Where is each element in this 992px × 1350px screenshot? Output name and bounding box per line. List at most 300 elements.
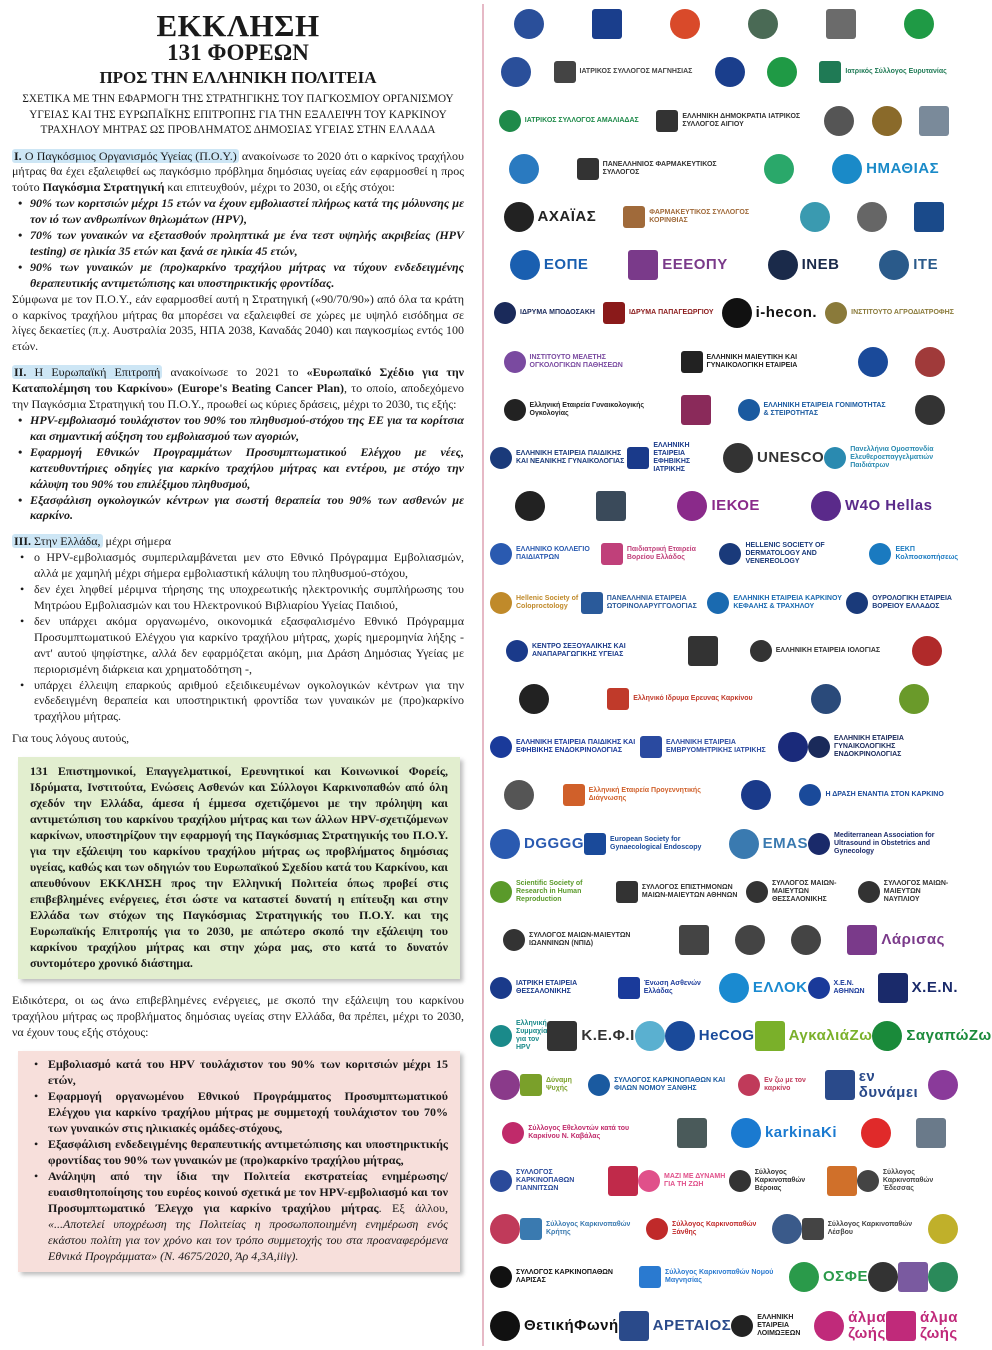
logo-row <box>490 482 958 530</box>
logo-emblem-icon <box>616 881 638 903</box>
logo-emblem-icon <box>719 543 741 565</box>
logo-emblem-icon <box>581 592 603 614</box>
appeal-text-column <box>0 0 478 1272</box>
organization-logo <box>596 491 626 521</box>
logo-text: άλμα ζωής <box>920 1308 958 1342</box>
section-who-closing: Σύμφωνα με τον Π.Ο.Υ., εάν εφαρμοσθεί αυτή η Στρατηγική («90/70/90») από όλα τα κράτη ο καρκίνος τραχήλου μήτρας θα μπορέσει να εξαλειφθεί σε χώρες με υψηλό εισόδημα σε λίγες δεκαετίες (π.χ. Αυστραλία 2035, ΗΠΑ 2038, Καναδάς 2040) και παγκοσμίως εντός 100 ετών. <box>12 291 464 354</box>
list-item: • δεν υπάρχει ακόμα οργανωμένο, οικονομικά εξασφαλισμένο Εθνικό Πρόγραμμα Προσυμπτωματικού Ελέγχου για καρκίνο τραχήλου μήτρας, χωρίς ημερομηνία λήξης - αντ' αυτού ψηφίστηκε, αλλά δεν εφαρμόζεται ακόμη, μια Δράση Δημόσιας Υγείας με περιορισμένη διάρκεια και χρηματοδότηση -, <box>12 614 464 678</box>
logo-row <box>490 1205 958 1253</box>
logo-emblem-icon <box>789 1262 819 1292</box>
logo-row <box>490 386 958 434</box>
section-lead: Ο Παγκόσμιος Οργανισμός Υγείας (Π.Ο.Υ.) <box>24 148 237 163</box>
list-item: • Εξασφάλιση ενδεδειγμένης θεραπευτικής αντιμετώπισης και υποστηρικτικής φροντίδας του 90% των γυναικών με (προ)καρκίνο τραχήλου μήτρας, <box>26 1136 448 1168</box>
logo-emblem-icon <box>832 154 862 184</box>
logo-text: ΑΡΕΤΑΙΟΣ <box>652 1316 732 1334</box>
logo-text: εν δυνάμει <box>858 1067 919 1101</box>
section-eu-intro <box>12 365 464 413</box>
logo-emblem-icon <box>846 592 868 614</box>
organization-logo <box>731 1314 814 1338</box>
logo-emblem-icon <box>677 1118 707 1148</box>
organization-logo <box>719 973 808 1003</box>
organization-logo <box>520 1218 646 1240</box>
organization-logo <box>825 1069 928 1101</box>
organization-logo <box>824 446 958 470</box>
logo-row <box>490 819 958 867</box>
logo-text: ΦΑΡΜΑΚΕΥΤΙΚΟΣ ΣΥΛΛΟΓΟΣ ΚΟΡΙΝΘΙΑΣ <box>649 208 750 224</box>
organization-logo <box>638 1170 729 1192</box>
logo-emblem-icon <box>886 1311 916 1341</box>
logo-text: ΕΕΕΟΠΥ <box>662 256 728 274</box>
logo-emblem-icon <box>772 1214 802 1244</box>
organization-logo <box>627 442 723 474</box>
logo-text: ΙΔΡΥΜΑ ΜΠΟΔΟΣΑΚΗ <box>520 309 595 317</box>
logo-text: Hellenic Society of Coloproctology <box>516 594 579 610</box>
logo-emblem-icon <box>899 684 929 714</box>
title-to-greek-state: ΠΡΟΣ ΤΗΝ ΕΛΛΗΝΙΚΗ ΠΟΛΙΤΕΙΑ <box>99 68 377 87</box>
logo-emblem-icon <box>554 61 576 83</box>
logo-emblem-icon <box>791 925 821 955</box>
organization-logo <box>748 9 778 39</box>
organization-logo <box>915 347 945 377</box>
organization-logo <box>778 732 808 762</box>
logo-text: ΕΛΛΗΝΙΚΗ ΕΤΑΙΡΕΙΑ ΙΟΛΟΓΙΑΣ <box>775 646 881 654</box>
organization-logo <box>519 684 549 714</box>
list-item: • HPV-εμβολιασμό τουλάχιστον του 90% του πληθυσμού-στόχου της ΕΕ για τα κορίτσια και σημαντική αύξηση του εμβολιασμού των αγοριών, <box>12 413 464 445</box>
organization-logo <box>904 9 934 39</box>
logo-text: ΑΧΑΪΑΣ <box>537 207 597 225</box>
logo-text: ΣΥΛΛΟΓΟΣ ΜΑΙΩΝ-ΜΑΙΕΥΤΩΝ ΘΕΣΣΑΛΟΝΙΚΗΣ <box>771 879 837 903</box>
organization-logo <box>577 158 727 180</box>
organization-logo <box>832 154 939 184</box>
logo-emblem-icon <box>916 1118 946 1148</box>
logo-text: Κ.Ε.Φ.Ι <box>581 1027 635 1045</box>
organization-logo <box>872 1021 991 1051</box>
logo-emblem-icon <box>515 491 545 521</box>
organization-logo <box>494 302 595 324</box>
organization-logo <box>919 106 949 136</box>
logo-text: Ελληνικό Ιδρυμα Ερευνας Καρκίνου <box>633 694 753 702</box>
logo-text: HeCOG <box>698 1027 755 1045</box>
logo-text: ΕΛΛΗΝΙΚΗ ΕΤΑΙΡΕΙΑ ΓΟΝΙΜΟΤΗΤΑΣ & ΣΤΕΙΡΟΤΗΤΑΣ <box>763 401 886 417</box>
logo-emblem-icon <box>490 736 512 758</box>
logo-text: Δύναμη Ψυχής <box>546 1076 572 1092</box>
section-who-intro <box>12 149 464 197</box>
logo-emblem-icon <box>872 1021 902 1051</box>
organization-logo <box>735 925 765 955</box>
logo-text: ΚΕΝΤΡΟ ΣΕΞΟΥΑΛΙΚΗΣ ΚΑΙ ΑΝΑΠΑΡΑΓΩΓΙΚΗΣ ΥΓΕΙΑΣ <box>531 642 626 658</box>
organization-logo <box>490 1266 639 1288</box>
section-text: μέχρι σήμερα <box>102 534 172 549</box>
logo-text: Λάρισας <box>881 930 945 948</box>
logo-row <box>490 964 958 1012</box>
list-item <box>26 1168 448 1264</box>
logo-emblem-icon <box>731 1315 753 1337</box>
logo-row <box>490 916 958 964</box>
logo-row <box>490 1253 958 1301</box>
logo-emblem-icon <box>919 106 949 136</box>
organization-logo <box>914 202 944 232</box>
appeal-box-text: 131 Επιστημονικοί, Επαγγελματικοί, Ερευνητικοί και Κοινωνικοί Φορείς, Ιδρύματα, Ινστιτούτα, Ενώσεις Ασθενών και Σύλλογοι Καρκινοπαθών από όλη σχεδόν την Ελλάδα, άμεσα ή έμμεσα σχετιζόμενοι με την πρόληψη και αντιμετώπιση του καρκίνου τραχήλου μήτρας και των άλλων HPV-σχετιζόμενων καρκίνων, υποστηρίζουν την εφαρμογή της Παγκόσμιας Στρατηγικής του Π.Ο.Υ. για την εξάλειψη του καρκίνου τραχήλου μήτρας ως προβλήματος δημόσιας υγείας, καθώς και των οδηγιών του Ευρωπαϊκού Σχεδίου κατά του Καρκίνου, και απευθύνουν ΕΚΚΛΗΣΗ προς την Ελληνική Πολιτεία όπως προβεί στις επιβεβλημένες ενέργειες, έτσι ώστε να καταστεί δυνατή η επίτευξη και στην Ελλάδα των στόχων της Παγκόσμιας Στρατηγικής του Π.Ο.Υ. και της Ευρωπαϊκής Επιτροπής για το 2030, με απώτερο σκοπό την εξάλειψη του καρκίνου τραχήλου μήτρας και στην χώρα μας, στο κατά το δυνατόν συντομότερο χρονικό διάστημα. <box>30 764 448 971</box>
logo-emblem-icon <box>494 302 516 324</box>
logo-emblem-icon <box>898 1262 928 1292</box>
logo-text: ΣΥΛΛΟΓΟΣ ΜΑΙΩΝ-ΜΑΙΕΥΤΩΝ ΝΑΥΠΛΙΟΥ <box>883 879 949 903</box>
organization-logo <box>878 973 958 1003</box>
section-eu-heading <box>12 365 162 379</box>
logo-emblem-icon <box>623 206 645 228</box>
logo-emblem-icon <box>638 1170 660 1192</box>
logo-emblem-icon <box>825 302 847 324</box>
section-number: II. <box>14 365 27 380</box>
logo-text: ΙΤΕ <box>913 256 939 274</box>
subtitle: ΣΧΕΤΙΚΑ ΜΕ ΤΗΝ ΕΦΑΡΜΟΓΗ ΤΗΣ ΣΤΡΑΤΗΓΙΚΗΣ ΤΟΥ ΠΑΓΚΟΣΜΙΟΥ ΟΡΓΑΝΙΣΜΟΥ ΥΓΕΙΑΣ ΚΑΙ ΤΗΣ ΕΥΡΩΠΑΪΚΗΣ ΕΠΙΤΡΟΠΗΣ ΓΙΑ ΤΗΝ ΕΞΑΛΕΙΨΗ ΤΟΥ ΚΑΡΚΙΝΟΥ ΤΡΑΧΗΛΟΥ ΜΗΤΡΑΣ ΩΣ ΠΡΟΒΛΗΜΑΤΟΣ ΔΗΜΟΣΙΑΣ ΥΓΕΙΑΣ ΣΤΗΝ ΕΛΛΑΔΑ <box>22 93 454 136</box>
organization-logo <box>868 1262 898 1292</box>
logo-text: ΣΥΛΛΟΓΟΣ ΜΑΙΩΝ-ΜΑΙΕΥΤΩΝ ΙΩΑΝΝΙΝΩΝ (ΝΠΙΔ) <box>529 931 631 947</box>
organization-logo <box>490 880 616 904</box>
organization-logo <box>503 929 653 951</box>
organization-logo <box>490 447 627 469</box>
logo-text: ΟΥΡΟΛΟΓΙΚΗ ΕΤΑΙΡΕΙΑ ΒΟΡΕΙΟΥ ΕΛΛΑΔΟΣ <box>872 594 952 610</box>
logo-text: ΕΕΚΠ Κολπoσκοπήσεως <box>895 546 959 562</box>
organization-logo <box>857 202 887 232</box>
section-text: και επιτευχθούν, μέχρι το 2030, οι εξής στόχοι: <box>164 180 395 195</box>
organization-logo <box>490 1020 547 1052</box>
logo-emblem-icon <box>729 829 759 859</box>
logo-text: ΣΥΛΛΟΓΟΣ ΚΑΡΚΙΝΟΠΑΘΩΝ ΚΑΙ ΦΙΛΩΝ ΝΟΜΟΥ ΞΑΝΘΗΣ <box>614 1076 726 1092</box>
organization-logo <box>592 9 622 39</box>
logo-row <box>490 241 958 289</box>
logo-text: ΙΝΣΤΙΤΟΥΤΟ ΜΕΛΕΤΗΣ ΟΓΚΟΛΟΓΙΚΩΝ ΠΑΘΗΣΕΩΝ <box>529 353 623 369</box>
logo-emblem-icon <box>490 1266 512 1288</box>
logo-emblem-icon <box>490 1070 520 1100</box>
logo-emblem-icon <box>596 491 626 521</box>
organization-logo <box>490 829 584 859</box>
logo-emblem-icon <box>746 881 768 903</box>
goal-text: . Εξ άλλου, <box>378 1200 448 1215</box>
logo-emblem-icon <box>584 833 606 855</box>
organization-logo <box>729 829 808 859</box>
organization-logo <box>869 543 958 565</box>
logo-text: ΕΛΛΗΝΙΚΗ ΕΤΑΙΡΕΙΑ ΠΑΙΔΙΚΗΣ ΚΑΙ ΕΦΗΒΙΚΗΣ ΕΝΔΟΚΡΙΝΟΛΟΓΙΑΣ <box>516 739 636 755</box>
organization-logo <box>677 491 760 521</box>
logo-emblem-icon <box>723 443 753 473</box>
logo-emblem-icon <box>879 250 909 280</box>
logo-emblem-icon <box>547 1021 577 1051</box>
logo-text: UNESCO <box>757 448 825 466</box>
logo-emblem-icon <box>861 1118 891 1148</box>
list-item: • 70% των γυναικών να εξετασθούν προληπτικά με ένα τεστ υψηλής ακριβείας (HPV testing) σε ηλικία 35 ετών και ξανά σε ηλικία 45 ετών, <box>12 228 464 260</box>
logo-emblem-icon <box>670 9 700 39</box>
organization-logo <box>750 640 880 662</box>
logo-emblem-icon <box>577 158 599 180</box>
logo-text: Εν ζω με τον καρκίνο <box>764 1076 806 1092</box>
logo-emblem-icon <box>490 592 512 614</box>
section-text: , το οποίο, αποδεχόμενο την Παγκόσμια Στρατηγική του Π.Ο.Υ., προωθεί ως κύριες δράσεις, μέχρι το 2030, τις εξής: <box>12 381 465 412</box>
logo-text: ΟΣΦΕ <box>823 1268 868 1286</box>
logo-emblem-icon <box>928 1214 958 1244</box>
organization-logo <box>916 1118 946 1148</box>
logo-text: Σύλλογος Καρκινοπαθών Λέσβου <box>827 1221 913 1237</box>
logo-emblem-icon <box>628 250 658 280</box>
organization-logo <box>799 784 943 806</box>
logo-text: Mediterranean Association for Ultrasound in Obstetrics and Gynecology <box>834 831 935 855</box>
organization-logo <box>554 61 693 83</box>
organization-logo <box>928 1262 958 1292</box>
organization-logo <box>707 592 846 614</box>
organization-logo <box>764 154 794 184</box>
logo-emblem-icon <box>506 640 528 662</box>
organization-logo <box>623 206 773 228</box>
logo-emblem-icon <box>677 491 707 521</box>
organization-logo <box>731 1118 837 1148</box>
logo-emblem-icon <box>490 1214 520 1244</box>
logo-text: ΕΛΛΗΝΙΚΗ ΕΤΑΙΡΕΙΑ ΕΦΗΒΙΚΗΣ ΙΑΤΡΙΚΗΣ <box>653 441 691 473</box>
logo-emblem-icon <box>767 57 797 87</box>
logo-text: ΘετικήΦωνή <box>524 1316 619 1334</box>
organization-logo <box>811 491 933 521</box>
logo-emblem-icon <box>722 298 752 328</box>
logo-emblem-icon <box>750 640 772 662</box>
organization-logo <box>679 925 709 955</box>
logo-emblem-icon <box>601 543 623 565</box>
logo-emblem-icon <box>912 636 942 666</box>
logo-emblem-icon <box>878 973 908 1003</box>
logo-emblem-icon <box>681 351 703 373</box>
logo-row <box>490 0 958 48</box>
organization-logo <box>879 250 938 280</box>
list-item: • υπάρχει έλλειψη επαρκούς αριθμού εξειδικευμένων ογκολογικών κέντρων για την ενδεδειγμένη θεραπεία και υποστηρικτική φροντίδα των γυναικών με (προ)καρκίνο τραχήλου μήτρας. <box>12 678 464 726</box>
logo-emblem-icon <box>504 399 526 421</box>
logo-text: DGGGG <box>524 834 585 852</box>
logo-text: EMAS <box>762 834 808 852</box>
organization-logo <box>515 491 545 521</box>
logo-text: Χ.Ε.Ν. ΑΘΗΝΩΝ <box>833 980 865 996</box>
section-lead: Η Ευρωπαϊκή Επιτροπή <box>34 365 161 380</box>
logo-emblem-icon <box>490 1311 520 1341</box>
organization-logo <box>814 1310 886 1342</box>
list-item: • 90% των κοριτσιών μέχρι 15 ετών να έχουν εμβολιαστεί πλήρως κατά της μόλυνσης με τον ιό των ανθρωπίνων θηλωμάτων (HPV), <box>12 196 464 228</box>
logo-emblem-icon <box>808 736 830 758</box>
list-item: • Εμβολιασμό κατά του HPV τουλάχιστον του 90% των κοριτσιών μέχρι 15 ετών, <box>26 1056 448 1088</box>
logo-emblem-icon <box>738 399 760 421</box>
logo-text: HELLENIC SOCIETY OF DERMATOLOGY AND VENEREOLOGY <box>745 542 825 566</box>
logo-emblem-icon <box>588 1074 610 1096</box>
logo-emblem-icon <box>627 447 649 469</box>
organization-logo <box>504 351 654 373</box>
logo-emblem-icon <box>607 688 629 710</box>
logo-emblem-icon <box>764 154 794 184</box>
organization-logo <box>928 1214 958 1244</box>
logo-text: Σύλλογος Εθελοντών κατά του Καρκίνου Ν. Καβάλας <box>528 1124 630 1140</box>
organization-logo <box>646 1218 772 1240</box>
logo-emblem-icon <box>656 110 678 132</box>
logo-text: ΣαγαπώΖω <box>906 1027 992 1045</box>
logo-emblem-icon <box>681 395 711 425</box>
section-text: ανακοίνωσε το 2021 το <box>162 365 307 380</box>
logo-emblem-icon <box>519 684 549 714</box>
logo-emblem-icon <box>869 543 891 565</box>
logo-emblem-icon <box>592 9 622 39</box>
logo-row <box>490 48 958 96</box>
goals-list <box>26 1056 448 1264</box>
organization-logo <box>723 443 824 473</box>
organization-logo <box>490 736 640 758</box>
who-goals-list <box>12 196 464 291</box>
logo-emblem-icon <box>503 929 525 951</box>
title-131-bodies: 131 ΦΟΡΕΩΝ <box>167 40 309 65</box>
logo-emblem-icon <box>868 1262 898 1292</box>
logo-emblem-icon <box>504 780 534 810</box>
logo-text: Ιατρικός Σύλλογος Ευρυτανίας <box>845 68 947 76</box>
logo-text: ΕΛΛΗΝΙΚΗ ΕΤΑΙΡΕΙΑ ΓΥΝΑΙΚΟΛΟΓΙΚΗΣ ΕΝΔΟΚΡΙΝΟΛΟΓΙΑΣ <box>834 735 904 759</box>
section-text: ανακοίνωσε το 2020 ότι ο καρκίνος τραχήλου μήτρας θα έχει εξαλειφθεί ως παγκόσμιο πρόβλημα δημόσιας υγείας εάν εφαρμοσθεί η προς τούτο <box>12 148 464 195</box>
logo-emblem-icon <box>915 347 945 377</box>
logo-row <box>490 530 958 578</box>
logo-emblem-icon <box>514 9 544 39</box>
logo-text: ΙΑΤΡΙΚΟΣ ΣΥΛΛΟΓΟΣ ΑΜΑΛΙΑΔΑΣ <box>524 116 639 124</box>
organization-logo <box>490 1214 520 1244</box>
logo-row <box>490 675 958 723</box>
logo-text: i-hecon. <box>755 304 818 322</box>
logo-text: ΣΥΛΛΟΓΟΣ ΚΑΡΚΙΝΟΠΑΘΩΝ ΓΙΑΝΝΙΤΣΩΝ <box>516 1168 575 1192</box>
logo-emblem-icon <box>640 736 662 758</box>
list-item: • ο HPV-εμβολιασμός συμπεριλαμβάνεται μεν στο Εθνικό Πρόγραμμα Εμβολιασμών, αλλά με χαμηλή μέχρι σήμερα εμβολιαστική κάλυψη του πληθυσμού-στόχου, <box>12 550 464 582</box>
organization-logo <box>861 1118 891 1148</box>
organization-logo <box>858 880 958 904</box>
logo-text: Ελληνική Συμμαχία για τον HPV <box>516 1020 548 1052</box>
logo-emblem-icon <box>520 1074 542 1096</box>
logo-row <box>490 627 958 675</box>
logo-row <box>490 96 958 144</box>
logo-emblem-icon <box>490 977 512 999</box>
logo-emblem-icon <box>814 1311 844 1341</box>
logo-text: Σύλλογος Καρκινοπαθών Έδεσσας <box>882 1168 934 1192</box>
logo-emblem-icon <box>490 881 512 903</box>
section-lead: Στην Ελλάδα, <box>34 534 101 549</box>
logo-emblem-icon <box>824 106 854 136</box>
organization-logo <box>509 154 539 184</box>
organization-logo <box>808 832 958 856</box>
logo-text: ΕΛΛΗΝΙΚΟ ΚΟΛΛΕΓΙΟ ΠΑΙΔΙΑΤΡΩΝ <box>516 546 590 562</box>
logo-text: ΙΝΣΤΙΤΟΥΤΟ ΑΓΡΟΔΙΑΤΡΟΦΗΣ <box>851 309 954 317</box>
organization-logo <box>502 1122 652 1144</box>
organization-logo <box>670 9 700 39</box>
logo-emblem-icon <box>520 1218 542 1240</box>
logo-text: ΗΜΑΘΙΑΣ <box>866 159 940 177</box>
organization-logo <box>520 1074 588 1096</box>
organization-logo <box>912 636 942 666</box>
section-greece <box>12 534 464 747</box>
logo-text: ΕΛΛΗΝΙΚΗ ΜΑΙΕΥΤΙΚΗ ΚΑΙ ΓΥΝΑΙΚΟΛΟΓΙΚΗ ΕΤΑΙΡΕΙΑ <box>706 353 798 369</box>
organization-logo <box>846 592 958 614</box>
organization-logo <box>819 61 946 83</box>
logo-text: ΣΥΛΛΟΓΟΣ ΕΠΙΣΤΗΜΟΝΩΝ ΜΑΙΩΝ-ΜΑΙΕΥΤΩΝ ΑΘΗΝΩΝ <box>641 883 738 899</box>
organization-logo <box>581 592 708 614</box>
organization-logo <box>514 9 544 39</box>
logo-emblem-icon <box>824 447 846 469</box>
organization-logo <box>767 57 797 87</box>
logo-emblem-icon <box>738 1074 760 1096</box>
organization-logo <box>741 780 771 810</box>
logo-emblem-icon <box>603 302 625 324</box>
logo-text: ΕΛΛΗΝΙΚΗ ΕΤΑΙΡΕΙΑ ΚΑΡΚΙΝΟΥ ΚΕΦΑΛΗΣ & ΤΡΑΧΗΛΟΥ <box>733 594 842 610</box>
organization-logo <box>501 57 531 87</box>
logo-row <box>490 771 958 819</box>
logo-row <box>490 1109 958 1157</box>
organization-logo <box>738 399 888 421</box>
section-greece-intro <box>12 534 464 550</box>
logo-text: ΙΑΤΡΙΚΗ ΕΤΑΙΡΕΙΑ ΘΕΣΣΑΛΟΝΙΚΗΣ <box>516 980 578 996</box>
section-who-heading <box>12 149 239 163</box>
organization-logo <box>826 9 856 39</box>
logo-emblem-icon <box>619 1311 649 1341</box>
logo-emblem-icon <box>799 784 821 806</box>
logo-emblem-icon <box>490 543 512 565</box>
logo-emblem-icon <box>665 1021 695 1051</box>
organization-logo <box>635 1021 665 1051</box>
organization-logo <box>603 302 714 324</box>
organization-logo <box>490 1070 520 1100</box>
organization-logo <box>800 202 830 232</box>
logo-emblem-icon <box>509 154 539 184</box>
organization-logo <box>608 1166 638 1196</box>
logo-emblem-icon <box>490 829 520 859</box>
list-item: • Εφαρμογή Εθνικών Προγραμμάτων Προσυμπτωματικού Ελέγχου με νέες, κατευθυντήριες οδηγίες για καρκίνο τραχήλου μήτρας και εντέρου, με στόχο την κάλυψη του 90% του επιλέξιμου πληθυσμού, <box>12 445 464 493</box>
logo-emblem-icon <box>914 202 944 232</box>
logo-emblem-icon <box>811 684 841 714</box>
organization-logo <box>872 106 902 136</box>
organization-logo <box>504 202 597 232</box>
list-item: • δεν έχει ληφθεί μέριμνα τήρησης της υποχρεωτικής ηλεκτρονικής συμπλήρωσης του Μητρώου Εμβολιασμών και του Ηλεκτρονικού Βιβλιαρίου Υγείας Παιδιού, <box>12 582 464 614</box>
organization-logo <box>681 395 711 425</box>
logo-text: Πανελλήνια Ομοσπονδία Ελευθεροεπαγγελματιών Παιδιάτρων <box>850 445 934 469</box>
title-appeal: ΕΚΚΛΗΣΗ <box>156 8 320 43</box>
logo-emblem-icon <box>826 9 856 39</box>
logo-emblem-icon <box>501 57 531 87</box>
logo-emblem-icon <box>928 1070 958 1100</box>
logo-text: ΕΛΛΗΝΙΚΗ ΕΤΑΙΡΕΙΑ ΛΟΙΜΩΞΕΩΝ <box>757 1313 801 1337</box>
list-item: • Εξασφάλιση ογκολογικών κέντρων για σωστή θεραπεία του 90% των ασθενών με καρκίνο. <box>12 493 464 525</box>
organization-logo <box>789 1262 868 1292</box>
logo-emblem-icon <box>635 1021 665 1051</box>
logo-row <box>490 193 958 241</box>
organization-logo <box>504 399 654 421</box>
logo-text: ΕΛΛΗΝΙΚΗ ΔΗΜΟΚΡΑΤΙΑ ΙΑΤΡΙΚΟΣ ΣΥΛΛΟΓΟΣ ΑΙΓΙΟΥ <box>682 112 801 128</box>
organization-logo <box>772 1214 802 1244</box>
logo-text: άλμα ζωής <box>848 1308 887 1342</box>
logo-text: ΙΔΡΥΜΑ ΠΑΠΑΓΕΩΡΓΙΟΥ <box>628 309 714 317</box>
logo-text: Χ.Ε.Ν. <box>911 979 958 997</box>
organization-logo <box>808 735 958 759</box>
organization-logo <box>490 543 601 565</box>
logo-emblem-icon <box>502 1122 524 1144</box>
organization-logo <box>886 1310 958 1342</box>
logo-emblem-icon <box>504 351 526 373</box>
logo-emblem-icon <box>679 925 709 955</box>
organization-logo <box>584 833 729 855</box>
logo-emblem-icon <box>490 447 512 469</box>
organization-logo <box>858 347 888 377</box>
organization-logo <box>824 106 854 136</box>
organization-logo <box>490 592 581 614</box>
logo-emblem-icon <box>811 491 841 521</box>
organization-logo <box>504 780 534 810</box>
goals-box <box>18 1051 460 1272</box>
logo-text: Scientific Society of Research in Human Reproduction <box>516 879 583 903</box>
organization-logo <box>490 1169 608 1193</box>
goals-intro: Ειδικότερα, οι ως άνω επιβεβλημένες ενέργειες, με σκοπό την εξάλειψη του καρκίνου τραχήλου μήτρας ως προβλήματος δημόσιας υγείας στην Ελλάδα, θα πρέπει, μέχρι το 2030, να έχουν τους εξής στόχους: <box>12 993 464 1039</box>
logo-emblem-icon <box>707 592 729 614</box>
logo-emblem-icon <box>800 202 830 232</box>
